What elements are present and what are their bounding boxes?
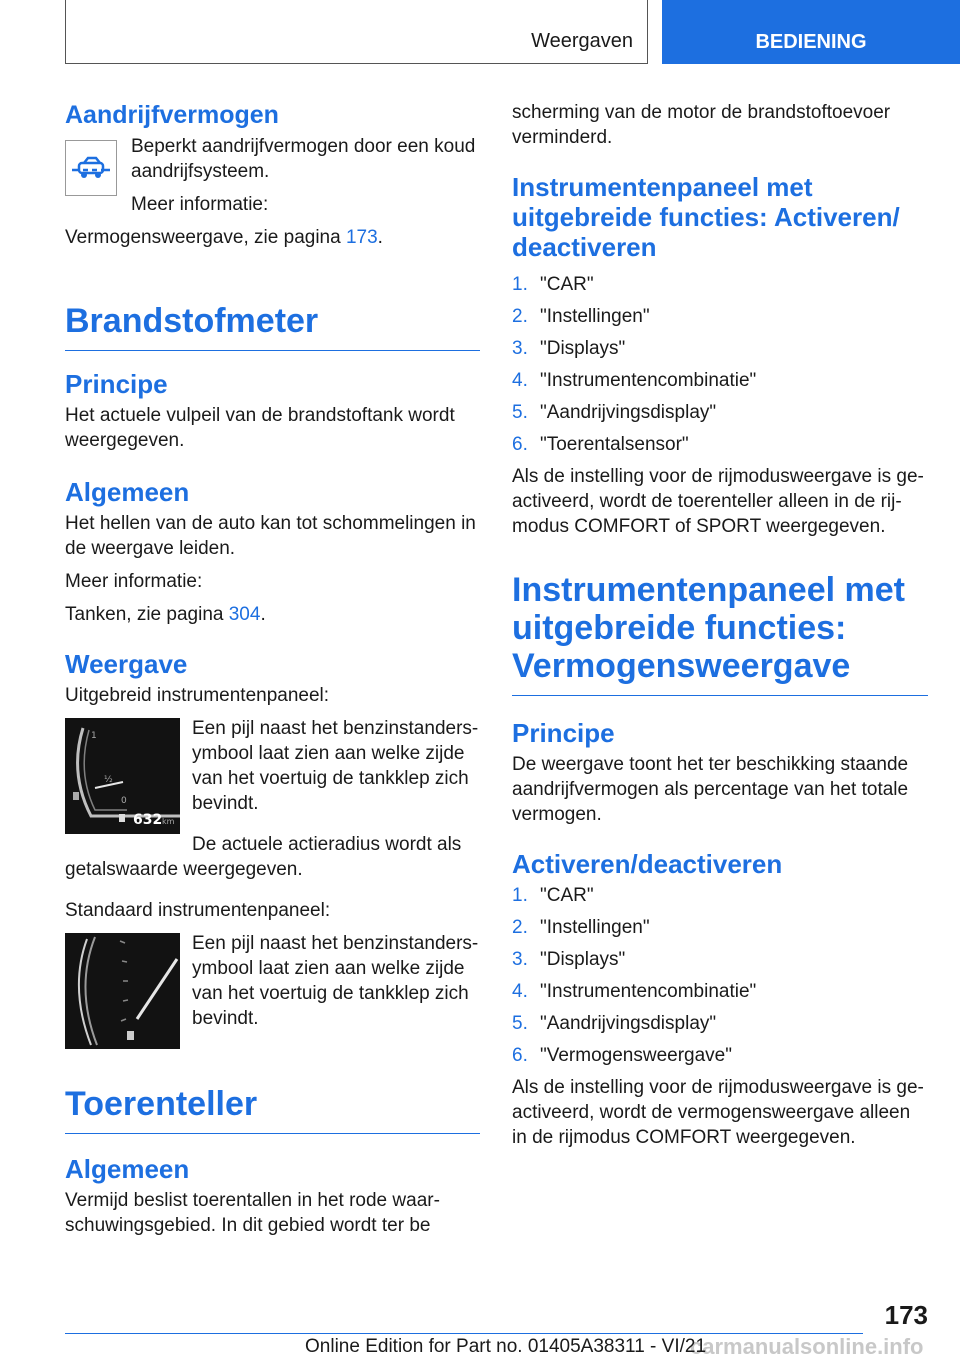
general-text: Het hellen van de auto kan tot schommelingen in de weergave leiden. [65, 513, 476, 559]
left-column [65, 100, 480, 1246]
range-text: De actuele actieradius wordt als getalswaarde weergegeven. [65, 834, 462, 880]
step-number: 6. [512, 1045, 528, 1066]
reference-end: . [260, 604, 266, 625]
tachometer-text: Vermijd beslist toerentallen in het rode waarschuwingsgebied. In dit gebied wordt ter be [65, 1190, 440, 1236]
page-header [0, 0, 960, 66]
step-number: 5. [512, 1013, 528, 1034]
step-number: 2. [512, 917, 528, 938]
heading-general-2: Algemeen [65, 1154, 190, 1184]
heading-drive-power: Aandrijfvermogen [65, 101, 279, 129]
list-item [512, 400, 928, 425]
heading-principle: Principe [65, 369, 168, 399]
heading-display: Weergave [65, 649, 188, 679]
step-number: 1. [512, 274, 528, 295]
step-number: 5. [512, 402, 528, 423]
step-text: "Displays" [540, 949, 626, 970]
fuel-gauge-standard-block [65, 931, 480, 1047]
steps-list-1 [512, 272, 928, 457]
extended-arrow-text: Een pijl naast het benzinstandersymbool laat zien aan welke zijde van het voertuig de tankklep zich bevindt. [192, 718, 479, 814]
watermark: carmanualsonline.info [690, 1334, 924, 1359]
heading-general: Algemeen [65, 477, 190, 507]
step-number: 4. [512, 370, 528, 391]
step-number: 2. [512, 306, 528, 327]
step-text: "Aandrijvingsdisplay" [540, 402, 717, 423]
step-text: "Instrumentencombinatie" [540, 981, 757, 1002]
list-item [512, 883, 928, 908]
step-text: "Instrumentencombinatie" [540, 370, 757, 391]
step-number: 4. [512, 981, 528, 1002]
list-item [512, 336, 928, 361]
range-value: 632 [133, 812, 163, 828]
header-section-box [65, 0, 648, 64]
step-number: 3. [512, 338, 528, 359]
fuel-gauge-standard-image [65, 933, 180, 1049]
list-item [512, 947, 928, 972]
svg-text:1: 1 [91, 731, 97, 741]
list-item [512, 304, 928, 329]
step-text: "Instellingen" [540, 306, 650, 327]
range-unit: km [162, 817, 175, 826]
list-item [512, 432, 928, 457]
power-display-note: Als de instelling voor de rijmodusweergave is geactiveerd, wordt de vermogensweergave alleen in de rijmodus COMFORT weergegeven. [512, 1077, 924, 1148]
header-section-title: Weergaven [531, 30, 633, 52]
principle-text: Het actuele vulpeil van de brandstoftank wordt weergegeven. [65, 405, 455, 451]
svg-text:0: 0 [121, 796, 127, 806]
svg-text:½: ½ [104, 775, 113, 785]
header-chapter-title: BEDIENING [755, 31, 867, 53]
continued-text: scherming van de motor de brandstoftoevoer verminderd. [512, 102, 891, 148]
step-text: "Vermogensweergave" [540, 1045, 732, 1066]
reference-text: Tanken, zie pagina [65, 604, 229, 625]
heading-fuel-gauge: Brandstofmeter [65, 302, 480, 351]
footer-edition: Online Edition for Part no. 01405A38311 - VI/21 [305, 1336, 707, 1357]
step-text: "CAR" [540, 274, 594, 295]
principle-2-text: De weergave toont het ter beschikking staande aandrijfvermogen als percentage van het totale vermogen. [512, 754, 909, 825]
reference-text: Vermogensweergave, zie pagina [65, 227, 346, 248]
general-more: Meer informatie: [65, 571, 203, 592]
list-item [512, 368, 928, 393]
heading-tachometer: Toerenteller [65, 1085, 480, 1134]
heading-activate-deactivate: Activeren/deactiveren [512, 849, 783, 879]
step-text: "Toerentalsensor" [540, 434, 689, 455]
header-chapter-tab [662, 0, 960, 64]
list-item [512, 272, 928, 297]
list-item [512, 979, 928, 1004]
list-item [512, 915, 928, 940]
step-text: "Instellingen" [540, 917, 650, 938]
heading-power-display: Instrumentenpaneel met uitgebreide functies: Vermogensweergave [512, 571, 928, 696]
drive-power-reference [65, 225, 480, 250]
step-number: 6. [512, 434, 528, 455]
fuel-gauge-extended-image [65, 718, 180, 834]
display-extended-label: Uitgebreid instrumentenpaneel: [65, 685, 330, 706]
reduced-power-icon [65, 140, 117, 196]
heading-extended-activate: Instrumentenpaneel met uitgebreide functies: Activeren/ deactiveren [512, 172, 900, 262]
step-number: 3. [512, 949, 528, 970]
page-link-173[interactable]: 173 [345, 227, 378, 248]
extended-activate-note: Als de instelling voor de rijmodusweergave is geactiveerd, wordt de toerenteller alleen in de rijmodus COMFORT of SPORT weergegeven. [512, 466, 924, 537]
drive-power-more: Meer informatie: [131, 194, 269, 215]
steps-list-2 [512, 883, 928, 1068]
fuel-gauge-extended-block [65, 716, 480, 832]
right-column [512, 100, 928, 1158]
step-text: "Displays" [540, 338, 626, 359]
step-text: "Aandrijvingsdisplay" [540, 1013, 717, 1034]
standard-arrow-text: Een pijl naast het benzinstandersymbool laat zien aan welke zijde van het voertuig de tankklep zich bevindt. [192, 933, 479, 1029]
page-link-304[interactable]: 304 [228, 604, 261, 625]
general-reference [65, 602, 480, 627]
drive-power-block [65, 134, 480, 217]
heading-principle-2: Principe [512, 718, 615, 748]
step-number: 1. [512, 885, 528, 906]
reference-end: . [377, 227, 383, 248]
display-standard-label: Standaard instrumentenpaneel: [65, 900, 331, 921]
list-item [512, 1043, 928, 1068]
step-text: "CAR" [540, 885, 594, 906]
list-item [512, 1011, 928, 1036]
page-number: 173 [884, 1300, 928, 1330]
drive-power-text: Beperkt aandrijfvermogen door een koud aandrijfsysteem. [131, 136, 476, 182]
